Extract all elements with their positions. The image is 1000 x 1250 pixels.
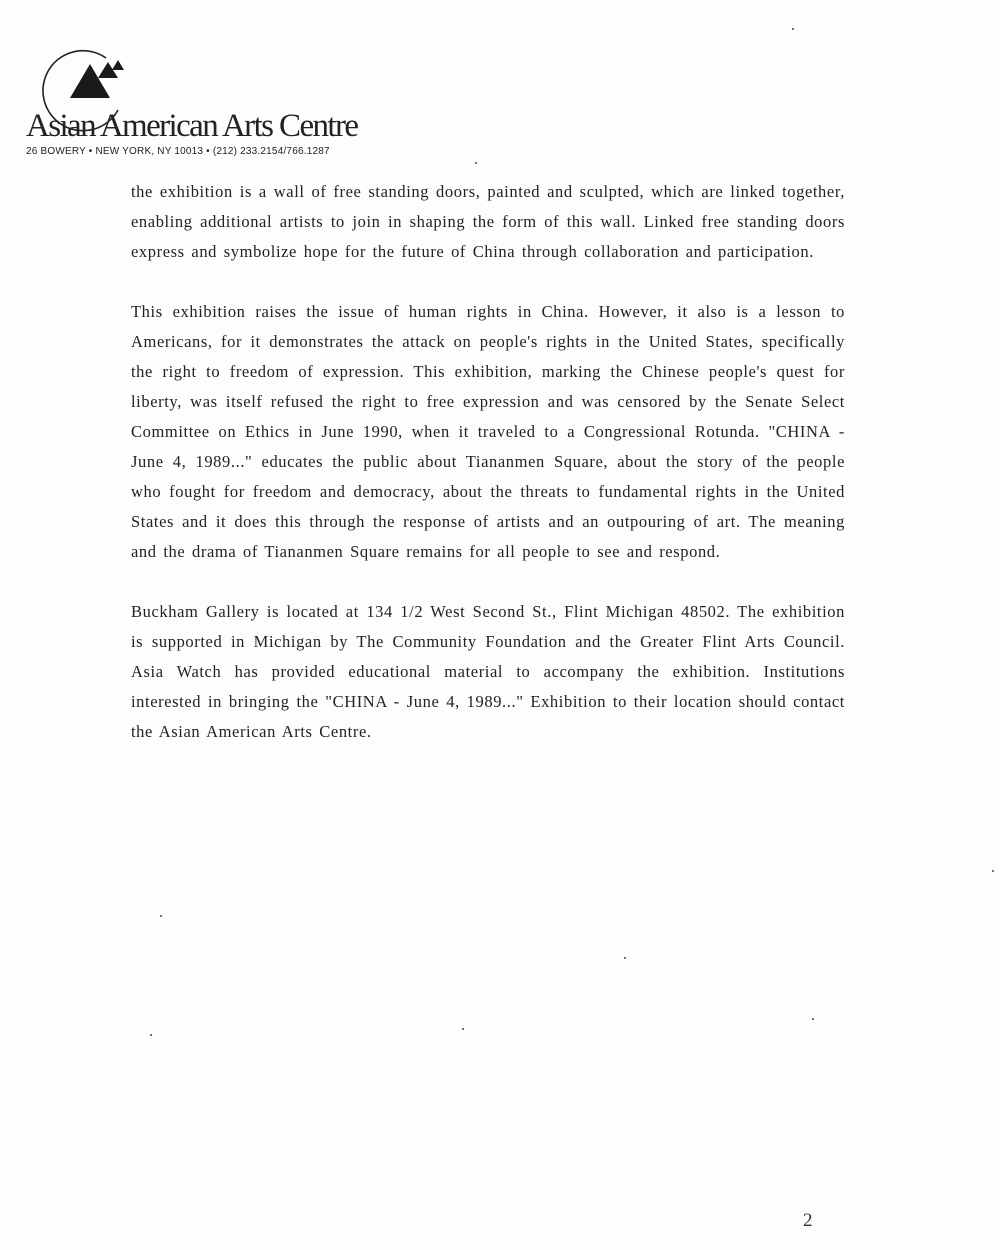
scan-speck (462, 1028, 464, 1030)
paragraph-human-rights: This exhibition raises the issue of human rights in China. However, it also is a lesson to Americans, for it demonstrates the attack on people's rights in the United States, specifically the right to freedom of expression. This exhibition, marking the Chinese people's quest for liberty, was itself refused the right to free expression and was censored by the Senate Select Committee on Ethics in June 1990, when it traveled to a Congressional Rotunda. "CHINA - June 4, 1989..." educates the public about Tiananmen Square, about the story of the people who fought for freedom and democracy, about the threats to fundamental rights in the United States and it does this through the response of artists and an outpouring of art. The meaning and the drama of Tiananmen Square remains for all people to see and respond. (131, 302, 845, 561)
organization-name: Asian American Arts Centre (26, 108, 358, 144)
paragraph-gallery-info: Buckham Gallery is located at 134 1/2 West Second St., Flint Michigan 48502. The exhibition is supported in Michigan by The Community Foundation and the Greater Flint Arts Council. Asia Watch has provided educational material to accompany the exhibition. Institutions interested in bringing the "CHINA - June 4, 1989..." Exhibition to their location should contact the Asian American Arts Centre. (131, 602, 845, 741)
scan-speck (150, 1034, 152, 1036)
letter-body (131, 177, 845, 747)
scan-speck (475, 162, 477, 164)
scan-speck (624, 957, 626, 959)
scan-speck (160, 915, 162, 917)
letterhead (26, 48, 406, 166)
scan-speck (812, 1018, 814, 1020)
page-number: 2 (803, 1210, 813, 1231)
scan-speck (792, 28, 794, 30)
organization-address: 26 BOWERY • NEW YORK, NY 10013 • (212) 233.2154/766.1287 (26, 146, 330, 157)
scan-speck (992, 870, 994, 872)
paragraph-exhibition-wall: the exhibition is a wall of free standing doors, painted and sculpted, which are linked together, enabling additional artists to join in shaping the form of this wall. Linked free standing doors express and symbolize hope for the future of China through collaboration and participation. (131, 182, 845, 261)
